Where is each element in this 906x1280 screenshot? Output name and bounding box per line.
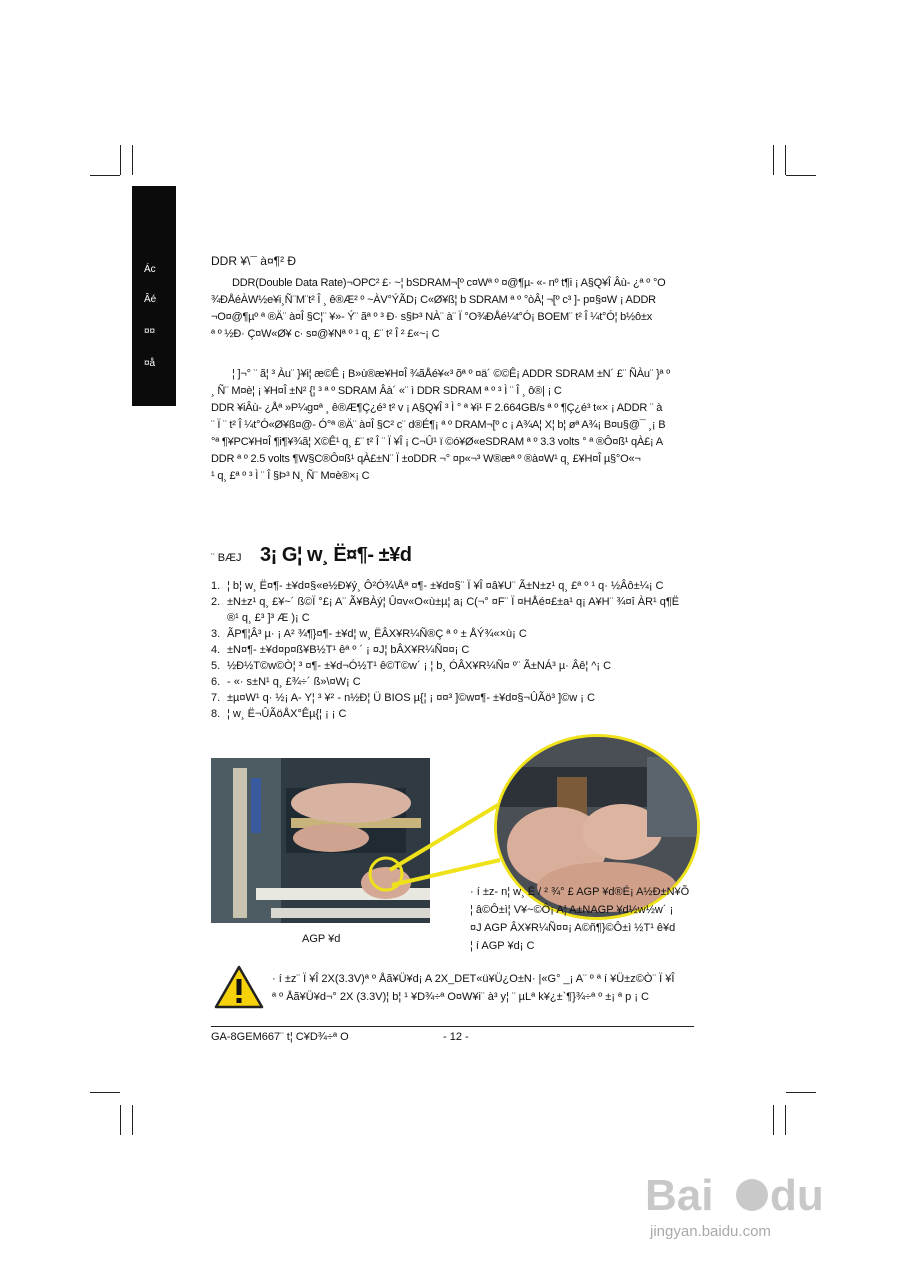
list-item: 5. ½Ð½T©w©Ò¦ ³ ¤¶- ±¥d¬Ó½T¹ ê©T©w´ ¡ ¦ b¸ ÓÂX¥R¼Ñ¤ º¨ Ã±NÁ³ µ· Âê¦ ^¡ C: [211, 660, 612, 672]
list-item: 3. ÃP¶¦Â³ µ· ¡ A² ¾¶}¤¶- ±¥d¦ w¸ ËÂX¥R¼Ñ®Ç ª º ± ÅÝ¾«×ù¡ C: [211, 628, 527, 640]
paragraph-line: DDR ª º 2.5 volts ¶W§C®Ô¤ß¹ qÀ£±N¨ Ï ±oDDR ¬° ¤p«¬³ W®æª º ®à¤W¹ q¸ £¥H¤Î µ§°O«¬: [211, 453, 641, 465]
warning-text: [272, 970, 674, 1006]
photo-caption: AGP ¥d: [302, 933, 341, 945]
list-item: [211, 610, 679, 626]
baidu-watermark: [640, 1165, 860, 1250]
list-item: 7. ±µ¤W¹ q· ½¡ A- Y¦ ³ ¥² - n½Ð¦ Ü BIOS µ{¦ ¡ ¤¤³ ]©w¤¶- ±¥d¤§¬ÛÃö³ ]©w ¡ C: [211, 692, 595, 704]
step-text: ¦ w¸ Ë¬ÛÃöÅX°Êµ{¦ ¡ ¡ C: [227, 708, 347, 720]
step-text: ÃP¶¦Â³ µ· ¡ A² ¾¶}¤¶- ±¥d¦ w¸ ËÂX¥R¼Ñ®Ç ª º ± ÅÝ¾«×ù¡ C: [227, 628, 527, 640]
ddr-heading: DDR ¥\¯ à¤¶² Ð: [211, 254, 297, 268]
note-line: · í ±z- n¦ w¸ Ë / ² ¾° £ AGP ¥d®É¡ A½Ð±N¥Õ: [470, 886, 690, 898]
footer-divider: [211, 1026, 694, 1027]
crop-mark: [786, 1092, 816, 1093]
list-item: 2. ±N±z¹ q¸ £¥~´ ß©Ï °£¡ A¨ Ã¥BÀý¦ Û¤v«O«ù±µ¦ a¡ C(¬° ¤F¨ Ï ¤HÅé¤£±a¹ q¡ A¥H¨ ¾¤î ÀR¹ q¶Ë: [211, 596, 680, 608]
step-text: ¦ b¦ w¸ Ë¤¶- ±¥d¤§«e½Ð¥ý¸ Ô²Ó¾\Åª ¤¶- ±¥d¤§¨ Ï ¥Î ¤â¥U¨ Ã±N±z¹ q¸ £ª º ¹ q· ½Âô±¼¡ C: [227, 580, 664, 592]
paragraph-line: ¬O¤@¶µº ª ®Ä¨ à¤Î §C¦¨ ¥»- Ý¨ ãª º ³ Ð· s§Þ³ NÀ¨ à¨ Ï °O¾ÐÅé¼t°Ó¡ BOEM¨ t² Î ¼t°Ó¦ b½ô±x: [211, 311, 653, 323]
svg-text:Bai: Bai: [645, 1171, 714, 1220]
list-item: 6. - «· s±N¹ q¸ £¾÷´ ß»\¤W¡ C: [211, 676, 361, 688]
footer-model: GA-8GEM667¨ t¦ C¥D¾÷ª O: [211, 1031, 349, 1043]
paragraph-line: DDR ¥iÂù- ¿Åª »P¼g¤ª ¸ ê®Æ¶Ç¿é³ t² v ¡ A§Q¥Î ³ Ì ° ª ¥i¹ F 2.664GB/s ª º ¶Ç¿é³ t«× ¡ ADDR ¨ à: [211, 402, 663, 414]
section-title: 3¡ G¦ w¸ Ë¤¶- ±¥d: [260, 544, 412, 566]
step-text: - «· s±N¹ q¸ £¾÷´ ß»\¤W¡ C: [227, 676, 361, 688]
paragraph-line: ª º ½Ð· Ç¤W«Ø¥ c· s¤@¥Nª º ¹ q¸ £¨ t² Î ² £«~¡ C: [211, 328, 440, 340]
sidebar-item: ¤¤: [144, 326, 156, 337]
watermark-url: jingyan.baidu.com: [650, 1223, 771, 1240]
step-prefix: ¨ BÆJ: [211, 552, 242, 564]
agp-note: [470, 883, 689, 955]
step-text: ±N¤¶- ±¥d¤p¤ß¥B½T¹ êª º ´ ¡ ¤J¦ bÂX¥R¼Ñ¤¤¡ C: [227, 644, 470, 656]
note-line: ¦ â©Ô±ì¦ V¥~©Ô¡ A¦ A±NAGP ¥d½w½w´ ¡: [470, 904, 674, 916]
crop-mark: [773, 1105, 774, 1135]
install-steps: [211, 578, 679, 722]
note-line: ¦ í AGP ¥d¡ C: [470, 940, 535, 952]
crop-mark: [785, 145, 786, 175]
zoom-callout-line: [380, 800, 510, 890]
paragraph-line: DDR(Double Data Rate)¬OPC² £· ~¦ bSDRAM¬[º c¤Wª º ¤@¶µ- «- nº t¶i ¡ A§Q¥Î Âù- ¿ª º °O: [232, 277, 666, 289]
page-number: - 12 -: [443, 1031, 469, 1043]
crop-mark: [120, 1105, 121, 1135]
crop-mark: [120, 145, 121, 175]
crop-mark: [785, 1105, 786, 1135]
sidebar-item: Âé: [144, 294, 157, 305]
paragraph-line: ¦ ]¬° ¨ ã¦ ³ Àu¨ }¥i¦ æ©Ê ¡ B»ù®æ¥H¤Î ¾ãÅé¥«³ õª º ¤ä´ ©©Ê¡ ADDR SDRAM ±N´ £¨ ÑÀu¨ }ª º: [232, 368, 671, 380]
paragraph-line: ¸ Ñ¨ M¤è¦ ¡ ¥H¤Î ±N² {¦ ³ ª º SDRAM Âà´ «¨ ì DDR SDRAM ª º ³ Ì ¨ Î ¸ ô®| ¡ C: [211, 385, 562, 397]
paragraph-line: ¹ q¸ £ª º ³ Ì ¨ Î §Þ³ N¸ Ñ¨ M¤è®×¡ C: [211, 470, 370, 482]
crop-mark: [773, 145, 774, 175]
list-item: 8. ¦ w¸ Ë¬ÛÃöÅX°Êµ{¦ ¡ ¡ C: [211, 708, 347, 720]
step-text: ±µ¤W¹ q· ½¡ A- Y¦ ³ ¥² - n½Ð¦ Ü BIOS µ{¦ ¡ ¤¤³ ]©w¤¶- ±¥d¤§¬ÛÃö³ ]©w ¡ C: [227, 692, 595, 704]
paragraph-line: ¨ Ï ¨ t² Î ¼t°Ó«Ø¥ß¤@- Ó°ª ®Ä¨ à¤Î §C² c¨ d®É¶¡ ª º DRAM¬[º c ¡ A¾A¦ X¦ b¦ øª A¾¡ B¤u§@¯ ¸¡ B: [211, 419, 666, 431]
note-line: ¤J AGP ÂX¥R¼Ñ¤¤¡ A©ñ¶}©Ô±ì ½T¹ ê¥d: [470, 922, 676, 934]
sidebar-item: ¤å: [144, 358, 156, 369]
list-item: 4. ±N¤¶- ±¥d¤p¤ß¥B½T¹ êª º ´ ¡ ¤J¦ bÂX¥R¼Ñ¤¤¡ C: [211, 644, 470, 656]
crop-mark: [786, 175, 816, 176]
crop-mark: [132, 1105, 133, 1135]
step-text: ±N±z¹ q¸ £¥~´ ß©Ï °£¡ A¨ Ã¥BÀý¦ Û¤v«O«ù±µ¦ a¡ C(¬° ¤F¨ Ï ¤HÅé¤£±a¹ q¡ A¥H¨ ¾¤î ÀR¹ q¶Ë: [227, 596, 680, 608]
warning-icon: [214, 965, 264, 1009]
sidebar-item: Ác: [144, 264, 156, 275]
crop-mark: [90, 175, 120, 176]
warning-line: · í ±z¨ Ï ¥Î 2X(3.3V)ª º Åã¥Ü¥d¡ A 2X_DET«ü¥Ü¿O±N· |«G° _¡ A¨ º ª í ¥Ü±z©Ò¨ Ï ¥Î: [272, 973, 675, 985]
svg-text:du: du: [770, 1171, 824, 1220]
step-text: ½Ð½T©w©Ò¦ ³ ¤¶- ±¥d¬Ó½T¹ ê©T©w´ ¡ ¦ b¸ ÓÂX¥R¼Ñ¤ º¨ Ã±NÁ³ µ· Âê¦ ^¡ C: [227, 660, 612, 672]
crop-mark: [132, 145, 133, 175]
list-item: 1. ¦ b¦ w¸ Ë¤¶- ±¥d¤§«e½Ð¥ý¸ Ô²Ó¾\Åª ¤¶- ±¥d¤§¨ Ï ¥Î ¤â¥U¨ Ã±N±z¹ q¸ £ª º ¹ q· ½Âô±¼¡ C: [211, 580, 664, 592]
step-text: ®¹ q¸ £³ ]³ Æ )¡ C: [227, 612, 310, 624]
paragraph-line: ¾ÐÅéÀW½e¥i¸Ñ¨M¨t² Î ¸ ê®Æ² º ~ÀV°ÝÃD¡ C«Ø¥ß¦ b SDRAM ª º °òÂ¦ ¬[º c³ ]- p¤§¤W ¡ ADDR: [211, 294, 656, 306]
warning-line: ª º Åã¥Ü¥d¬° 2X (3.3V)¦ b¦ ¹ ¥D¾÷ª O¤W¥i¨ à³ y¦ ¨ µLª k¥¿±`¶}¾÷ª º ±¡ ª p ¡ C: [272, 991, 650, 1003]
language-sidebar: [132, 186, 176, 406]
paragraph-line: °ª ¶¥PC¥H¤Î ¶i¶¥¾ã¦ X©Ê¹ q¸ £¨ t² Î ¨ Ï ¥Î ¡ C¬Û¹ ï ©ó¥Ø«eSDRAM ª º 3.3 volts ° ª ®Ô¤ß¹ qÀ£¡ A: [211, 436, 663, 448]
crop-mark: [90, 1092, 120, 1093]
